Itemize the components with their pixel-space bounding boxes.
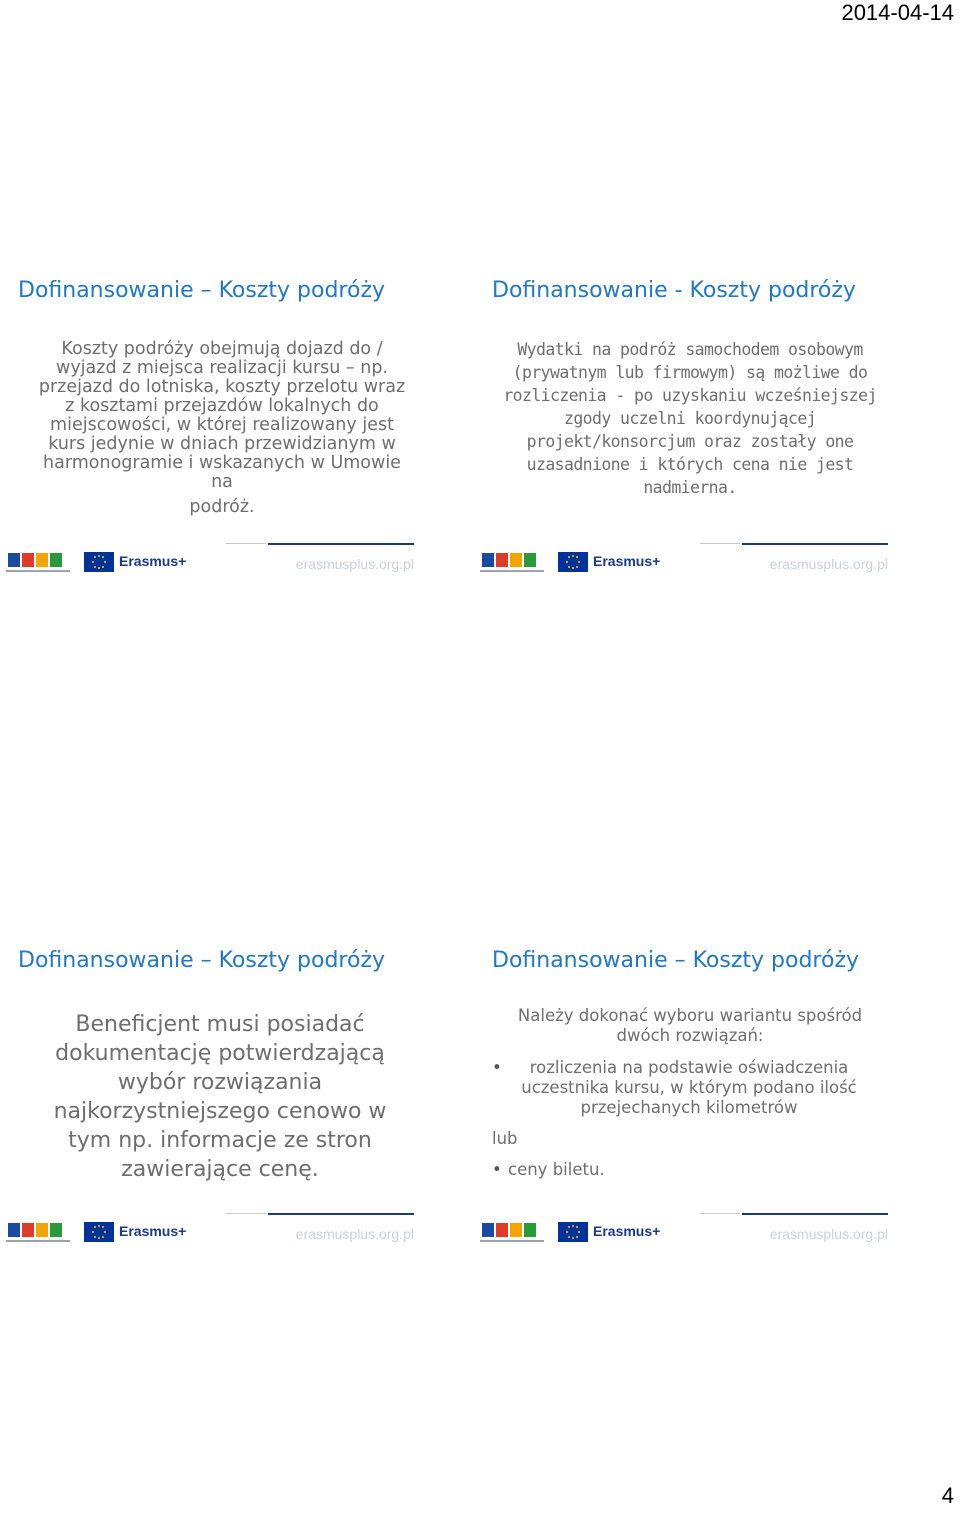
bullet-list: [492, 1160, 888, 1180]
slide-footer: [6, 543, 416, 577]
footer-url[interactable]: erasmusplus.org.pl: [295, 1226, 414, 1242]
slide-body: [44, 1010, 396, 1184]
page-number: 4: [941, 1483, 954, 1508]
footer-url[interactable]: erasmusplus.org.pl: [295, 556, 414, 572]
erasmus-plus-logo: Erasmus+: [593, 1223, 661, 1239]
slide-paragraph-tail: podróż.: [189, 497, 255, 517]
footer-rule-light: [700, 1213, 740, 1214]
slide-footer: [480, 1213, 890, 1247]
slide-title: Dofinansowanie – Koszty podróży: [18, 278, 386, 303]
slide-footer: [480, 543, 890, 577]
bullet-list: [492, 1058, 888, 1118]
slide-body: [492, 338, 888, 499]
list-item: [492, 1058, 888, 1118]
slide-intro: [492, 1006, 888, 1046]
slide-title: Dofinansowanie – Koszty podróży: [18, 948, 386, 973]
slide-title: Dofinansowanie – Koszty podróży: [492, 948, 860, 973]
eu-flag-icon: [558, 552, 588, 572]
slide-paragraph: Koszty podróży obejmują dojazd do / wyjazd z miejsca realizacji kursu – np. przejazd do lotniska, koszty przelotu wraz z kosztami przejazdów lokalnych do miejscowości, w której realizowany jest kurs jedynie w dniach przewidzianym w harmonogramie i wskazanych w Umowie na: [38, 339, 406, 492]
footer-rule-light: [226, 543, 266, 544]
bullet-text: ceny biletu.: [508, 1160, 605, 1179]
slide-paragraph: Beneficjent musi posiadać dokumentację potwierdzającą wybór rozwiązania najkorzystniejszego cenowo w tym np. informacje ze stron zawierające cenę.: [53, 1012, 387, 1182]
footer-rule-light: [700, 543, 740, 544]
slide-list: [492, 1058, 888, 1180]
connector-text: lub: [492, 1129, 518, 1148]
slide-body: [38, 340, 406, 517]
footer-rule: [742, 543, 888, 545]
slide-title: Dofinansowanie - Koszty podróży: [492, 278, 856, 303]
erasmus-plus-logo: Erasmus+: [119, 1223, 187, 1239]
frse-logo: [6, 1221, 72, 1245]
slide-paragraph: Należy dokonać wyboru wariantu spośród dwóch rozwiązań:: [517, 1006, 863, 1045]
footer-rule: [742, 1213, 888, 1215]
footer-url[interactable]: erasmusplus.org.pl: [769, 556, 888, 572]
bullet-text: • rozliczenia na podstawie oświadczenia uczestnika kursu, w którym podano ilość przejechanych kilometrów: [521, 1058, 857, 1117]
list-item: [492, 1160, 888, 1180]
frse-logo: [480, 551, 546, 575]
footer-rule: [268, 543, 414, 545]
slide-paragraph: Wydatki na podróż samochodem osobowym (prywatnym lub firmowym) są możliwe do rozliczenia - po uzyskaniu wcześniejszej zgody uczelni koordynującej projekt/konsorcjum oraz zostały one uzasadnione i których cena nie jest nadmierna.: [503, 340, 877, 497]
eu-flag-icon: [84, 1222, 114, 1242]
eu-flag-icon: [84, 552, 114, 572]
erasmus-plus-logo: Erasmus+: [593, 553, 661, 569]
footer-rule-light: [226, 1213, 266, 1214]
frse-logo: [6, 551, 72, 575]
footer-rule: [268, 1213, 414, 1215]
slide-footer: [6, 1213, 416, 1247]
frse-logo: [480, 1221, 546, 1245]
footer-url[interactable]: erasmusplus.org.pl: [769, 1226, 888, 1242]
page-date: 2014-04-14: [841, 0, 954, 25]
erasmus-plus-logo: Erasmus+: [119, 553, 187, 569]
eu-flag-icon: [558, 1222, 588, 1242]
